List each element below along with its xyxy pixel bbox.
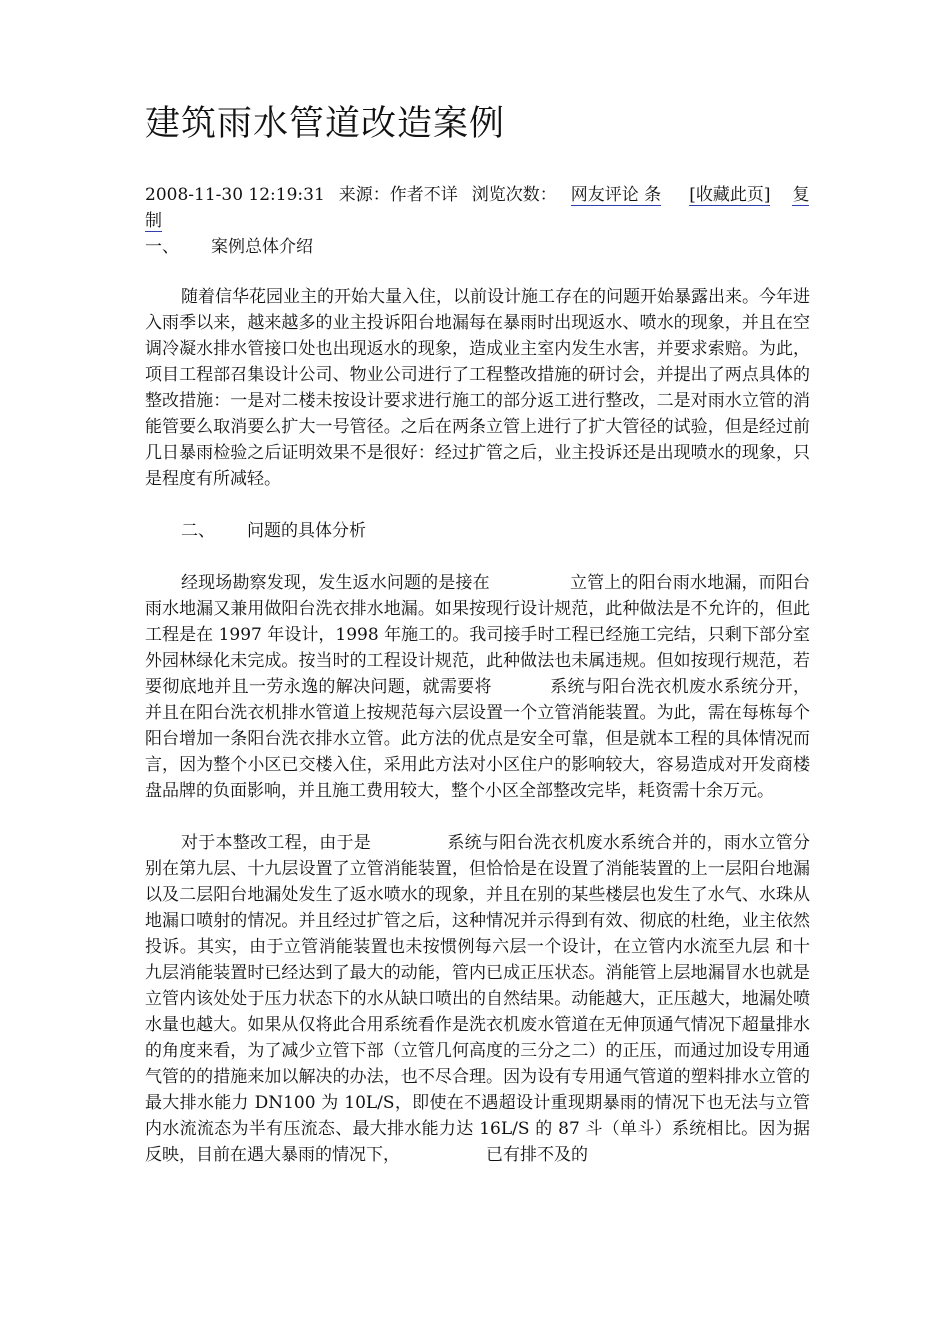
text-run: 系统与阳台洗衣机废水系统合并的，雨水立管分别在第九层、十九层设置了立管消能装置，但恰恰是在设置了消能装置的上一层阳台地漏以及二层阳台地漏处发生了返水喷水的现象，并且在别的某些楼层也发生了水气、水珠从地漏口喷射的情况。并且经过扩管之后，这种情况并示得到有效、彻底的杜绝，业主依然投诉。其实，由于立管消能装置也未按惯例每六层一个设计，在立管内水流至九层 和十九层消能装置时已经达到了最大的动能，管内已成正压状态。消能管上层地漏冒水也就是立管内该处处于压力状态下的水从缺口喷出的自然结果。动能越大，正压越大，地漏处喷水量也越大。如果从仅将此合用系统看作是洗衣机废水管道在无伸顶通气情况下超量排水的角度来看，为了减少立管下部（立管几何高度的三分之二）的正压，而通过加设专用通气管的的措施来加以解决的办法，也不尽合理。因为设有专用通气管道的塑料排水立管的最大排水能力 DN100 为 10L/S，即使在不遇超设计重现期暴雨的情况下也无法与立管内水流流态为半有压流态、最大排水能力达 16L/S 的 87 斗（单斗）系统相比。因为据反映，目前在遇大暴雨的情况下， [145, 833, 810, 1165]
text-run: 系统与阳台洗衣机废水系统分开，并且在阳台洗衣机排水管道上按规范每六层设置一个立管消能装置。为此，需在每栋每个阳台增加一条阳台洗衣排水立管。此方法的优点是安全可靠，但是就本工程的具体情况而言，因为整个小区已交楼入住，采用此方法对小区住户的影响较大，容易造成对开发商楼盘品牌的负面影响，并且施工费用较大，整个小区全部整改完毕，耗资需十余万元。 [145, 677, 811, 801]
views-label: 浏览次数： [471, 185, 557, 205]
comments-link[interactable]: 网友评论 条 [570, 185, 662, 205]
copy-link[interactable]: 复制 [145, 185, 810, 231]
text-run: 经现场勘察发现，发生返水问题的是接在 [181, 573, 490, 593]
section-number: 一、 [145, 237, 179, 257]
article-meta [145, 182, 810, 234]
publish-datetime: 2008-11-30 12:19:31 [145, 185, 325, 205]
section-heading-1 [145, 234, 810, 260]
document-page [145, 100, 810, 1168]
page-title: 建筑雨水管道改造案例 [145, 104, 506, 144]
section-title: 案例总体介绍 [211, 237, 313, 257]
text-run: 对于本整改工程，由于是 [181, 833, 372, 853]
paragraph-intro: 随着信华花园业主的开始大量入住，以前设计施工存在的问题开始暴露出来。今年进入雨季以来，越来越多的业主投诉阳台地漏每在暴雨时出现返水、喷水的现象，并且在空调冷凝水排水管接口处也出现返水的现象，造成业主室内发生水害，并要求索赔。为此，项目工程部召集设计公司、物业公司进行了工程整改措施的研讨会，并提出了两点具体的整改措施：一是对二楼未按设计要求进行施工的部分返工进行整改，二是对雨水立管的消能管要么取消要么扩大一号管径。之后在两条立管上进行了扩大管径的试验，但是经过前几日暴雨检验之后证明效果不是很好：经过扩管之后，业主投诉还是出现喷水的现象，只是程度有所减轻。 [145, 287, 810, 489]
text-run: 立管上的阳台雨水地漏，而阳台雨水地漏又兼用做阳台洗衣排水地漏。如果按现行设计规范，此种做法是不允许的，但此工程是在 1997 年设计，1998 年施工的。我司接手时工程已经施工完结，只剩下部分室外园林绿化未完成。按当时的工程设计规范，此种做法也未属违规。但如按现行规范，若要彻底地并且一劳永逸的解决问题，就需要将 [145, 573, 810, 697]
section-heading-2 [145, 518, 810, 544]
section-number: 二、 [181, 521, 215, 541]
paragraph-analysis [145, 570, 810, 804]
bookmark-link[interactable]: [收藏此页] [689, 185, 771, 205]
text-run: 已有排不及的 [486, 1145, 588, 1165]
section-title: 问题的具体分析 [247, 521, 366, 541]
paragraph-discussion [145, 830, 810, 1168]
source-label: 来源：作者不详 [338, 185, 458, 205]
